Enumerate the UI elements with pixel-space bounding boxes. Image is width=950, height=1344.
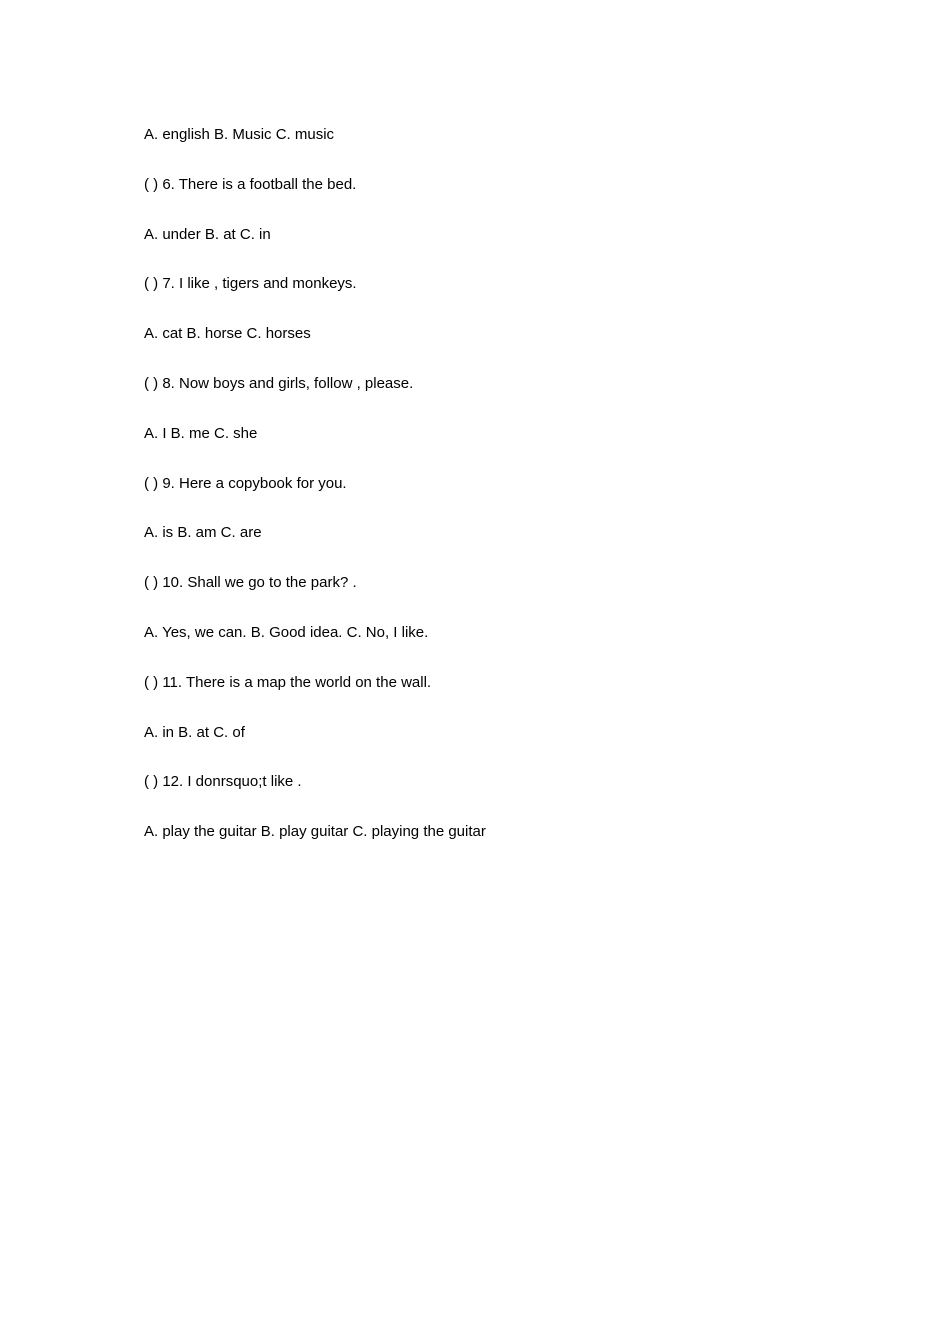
options-line-8: A. I B. me C. she (144, 424, 258, 442)
question-12: ( ) 12. I donrsquo;t like . (144, 773, 302, 791)
document-content (144, 124, 804, 871)
question-8: ( ) 8. Now boys and girls, follow , please. (144, 374, 414, 392)
options-line-6: A. under B. at C. in (144, 225, 271, 243)
options-line-10: A. Yes, we can. B. Good idea. C. No, I like. (144, 623, 429, 641)
question-9: ( ) 9. Here a copybook for you. (144, 474, 347, 492)
options-line-11: A. in B. at C. of (144, 723, 245, 741)
question-7: ( ) 7. I like , tigers and monkeys. (144, 275, 357, 293)
options-line-12: A. play the guitar B. play guitar C. playing the guitar (144, 823, 486, 841)
question-10: ( ) 10. Shall we go to the park? . (144, 574, 357, 592)
options-line-5: A. english B. Music C. music (144, 126, 335, 143)
question-6: ( ) 6. There is a football the bed. (144, 175, 357, 193)
question-11: ( ) 11. There is a map the world on the wall. (144, 673, 432, 691)
options-line-7: A. cat B. horse C. horses (144, 325, 311, 343)
options-line-9: A. is B. am C. are (144, 524, 262, 542)
